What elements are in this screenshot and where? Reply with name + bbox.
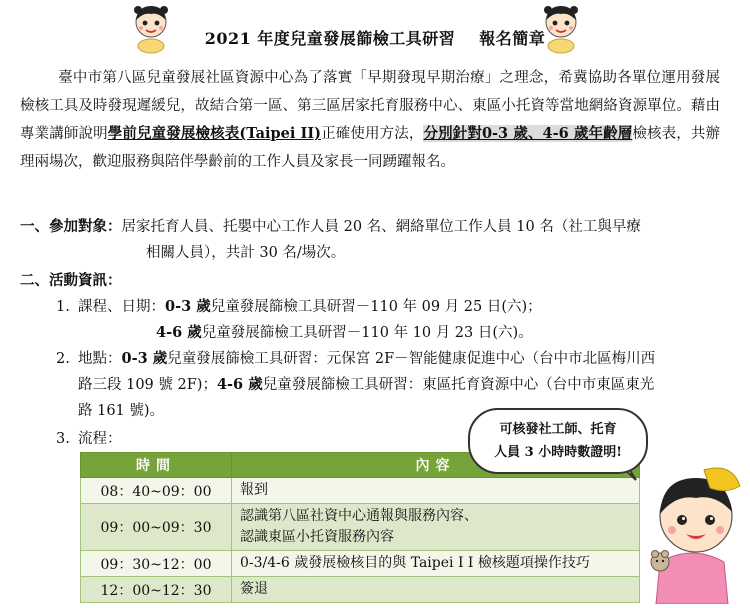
credit-note-bubble: [468, 408, 648, 474]
cartoon-girl-large-icon: [640, 464, 744, 604]
section-participants: [20, 214, 730, 266]
info-item-3: 3. 流程：: [56, 431, 122, 447]
title-sub: 報名簡章: [479, 29, 546, 48]
intro-highlight-b: 0-3 歲、4-6 歲年齡層: [481, 125, 633, 142]
schedule-header-content: 內容: [232, 453, 640, 478]
section1-line1: 居家托育人員、托嬰中心工作人員 20 名、網絡單位工作人員 10 名（社工與早療: [121, 219, 641, 235]
schedule-table: [80, 452, 640, 603]
intro-tool-name: 學前兒童發展檢核表(Taipei II): [107, 125, 321, 142]
title-main: 2021 年度兒童發展篩檢工具研習: [204, 29, 456, 48]
bubble-line-2: 人員 3 小時時數證明!: [494, 445, 622, 460]
schedule-header-time: 時間: [81, 453, 232, 478]
bubble-line-1: 可核發社工師、托育: [499, 422, 617, 437]
page-title: [0, 26, 750, 49]
table-row: 08：40~09：00 報到: [81, 478, 640, 504]
table-row: 09：30~12：00 0-3/4-6 歲發展檢核目的與 Taipei I I 檢核題項操作技巧: [81, 551, 640, 577]
intro-highlight-a: 分別針對: [423, 125, 482, 142]
table-row: 12：00~12：30 簽退: [81, 577, 640, 603]
section2-heading: 二、活動資訊：: [20, 272, 122, 289]
intro-text-3: 檢核表，共辦理兩場次，歡迎服務與陪伴學齡前的工作人員及家長一同踴躍報名。: [20, 126, 721, 170]
intro-text-1: 臺中市第八區兒童發展社區資源中心為了落實「早期發現早期治療」之理念，希冀協助各單位運用發展檢核工具及時發現遲緩兒，故結合第一區、第三區居家托育服務中心、東區小托資等當地網絡資源單位。藉由專業講師說明: [20, 70, 720, 142]
table-row: 09：00~09：30 認識第八區社資中心通報與服務內容、 認識東區小托資服務內容: [81, 504, 640, 551]
intro-paragraph: [20, 64, 720, 176]
intro-text-2: 正確使用方法，: [320, 126, 424, 142]
info-item-2: 2. 地點：0-3 歲兒童發展篩檢工具研習：元保宮 2F－智能健康促進中心（台中市北區梅川西 路三段 109 號 2F)；4-6 歲兒童發展篩檢工具研習：東區托育資源中心（台中市東區東光 路 161 號)。: [56, 350, 656, 419]
info-item-1: 1. 課程、日期：0-3 歲兒童發展篩檢工具研習－110 年 09 月 25 日(六)； 4-6 歲兒童發展篩檢工具研習－110 年 10 月 23 日(六)。: [56, 298, 542, 341]
section1-heading: 一、參加對象：: [20, 218, 122, 235]
section1-line2: 相關人員），共計 30 名/場次。: [146, 245, 346, 261]
